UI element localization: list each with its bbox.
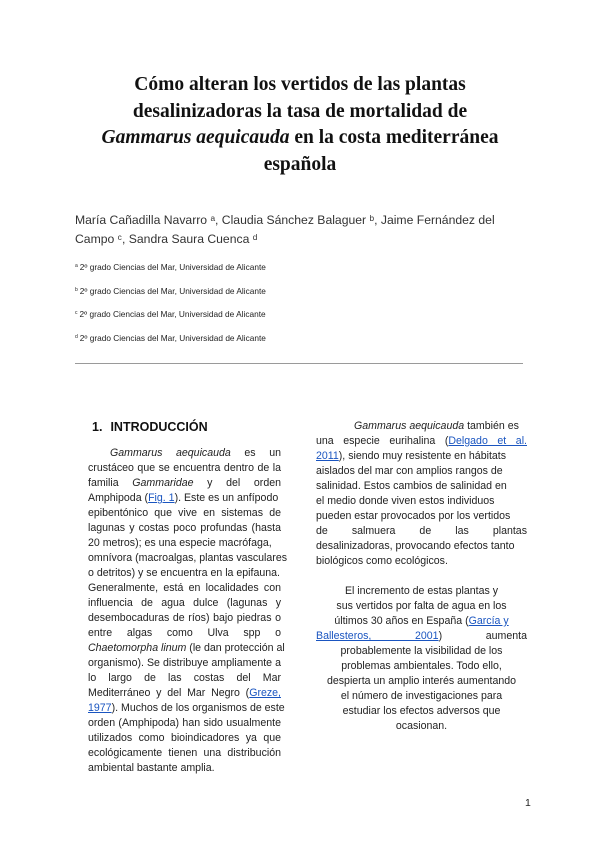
text-line: Mediterráneo y del Mar Negro (Greze,: [88, 687, 281, 699]
text-line: Amphipoda (Fig. 1). Este es un anfípodo: [88, 492, 279, 504]
text-line: ocasionan.: [395, 720, 448, 732]
citation-link[interactable]: 1977: [88, 702, 112, 714]
citation-link[interactable]: 2011: [316, 450, 339, 462]
text-line: omnívora (macroalgas, plantas vasculares: [88, 552, 288, 564]
text-line: salinidad. Estos cambios de salinidad en: [316, 480, 507, 492]
text-line: desalinizadoras, provocando efectos tanto: [316, 540, 515, 552]
text-line: utilizados como bioindicadores ya que: [88, 732, 281, 744]
text-line: influencia de agua dulce (lagunas y: [88, 597, 281, 609]
text-line: sus vertidos por falta de agua en los: [336, 600, 507, 612]
text-line: Ballesteros, 2001) aumenta: [316, 630, 527, 642]
horizontal-divider: [75, 363, 523, 364]
text-line: el número de investigaciones para: [340, 690, 503, 702]
text-line: despierta un amplio interés aumentando: [326, 675, 517, 687]
text-line: Gammarus aequicauda también es: [354, 420, 519, 432]
citation-link[interactable]: García y: [468, 615, 509, 627]
affiliation-a: $^a$ 2º grado Ciencias del Mar, Universidad de Alicante: [75, 262, 266, 272]
text-line: últimos 30 años en España (García y: [334, 615, 509, 627]
title-line: desalinizadoras la tasa de mortalidad de: [132, 100, 468, 122]
text-line: El incremento de estas plantas y: [344, 585, 499, 597]
text-line: una especie eurihalina (Delgado et al.: [316, 435, 527, 447]
author-list: [75, 211, 535, 249]
left-column: [88, 446, 288, 776]
text-line: desembocaduras de ríos) bajo piedras o: [88, 612, 281, 624]
text-line: Generalmente, está en localidades con: [88, 582, 281, 594]
text-line: epibentónico que vive en sistemas de: [88, 507, 281, 519]
citation-link[interactable]: Greze,: [249, 687, 281, 699]
citation-link[interactable]: Delgado et al.: [448, 435, 527, 447]
paper-title: [60, 72, 540, 178]
affiliation-d: $^d$ 2º grado Ciencias del Mar, Universidad de Alicante: [75, 333, 266, 343]
text-line: ambiental bastante amplia.: [88, 762, 215, 774]
right-column: [316, 419, 527, 734]
text-line: lagunas y costas poco profundas (hasta: [88, 522, 281, 534]
affiliation-b: $^b$ 2º grado Ciencias del Mar, Universidad de Alicante: [75, 286, 266, 296]
author-line: María Cañadilla Navarro ᵃ, Claudia Sánchez Balaguer ᵇ, Jaime Fernández del: [75, 213, 495, 227]
text-line: estudiar los efectos adversos que: [342, 705, 501, 717]
title-line: Gammarus aequicauda en la costa mediterránea: [101, 127, 499, 148]
text-line: familia Gammaridae y del orden: [88, 477, 282, 489]
text-line: el medio donde viven estos individuos: [316, 495, 495, 507]
text-line: aislados del mar con amplios rangos de: [316, 465, 503, 477]
text-line: probablemente la visibilidad de los: [340, 645, 503, 657]
text-line: pueden estar provocados por los vertidos: [316, 510, 511, 522]
citation-link[interactable]: Ballesteros, 2001: [316, 630, 439, 642]
text-line: de salmuera de las plantas: [316, 525, 527, 537]
title-line: española: [263, 153, 337, 175]
text-line: biológicos como ecológicos.: [316, 555, 448, 567]
text-line: crustáceo que se encuentra dentro de la: [88, 462, 281, 474]
title-line: Cómo alteran los vertidos de las plantas: [134, 74, 466, 95]
text-line: lo largo de las costas del Mar: [88, 672, 281, 684]
text-line: organismo). Se distribuye ampliamente a: [88, 657, 281, 669]
species-name: Gammarus aequicauda: [101, 127, 290, 148]
text-line: Chaetomorpha linum (le dan protección al: [88, 642, 285, 654]
text-line: entre algas como Ulva spp o: [88, 627, 281, 639]
text-line: ecológicamente tienen una distribución: [88, 747, 281, 759]
text-line: Gammarus aequicauda es un: [110, 447, 281, 459]
text-line: orden (Amphipoda) han sido usualmente: [88, 717, 281, 729]
page-number: 1: [525, 797, 531, 809]
text-line: problemas ambientales. Todo ello,: [341, 660, 502, 672]
section-heading: 1. INTRODUCCIÓN: [92, 420, 208, 434]
author-line: Campo ᶜ, Sandra Saura Cuenca ᵈ: [75, 232, 258, 246]
text-line: o detritos) y se encuentra en la epifauna.: [88, 567, 280, 579]
figure-link[interactable]: Fig. 1: [148, 492, 175, 504]
text-line: 2011), siendo muy resistente en hábitats: [316, 450, 507, 462]
affiliation-c: $^c$ 2º grado Ciencias del Mar, Universidad de Alicante: [75, 309, 266, 319]
text-line: 1977). Muchos de los organismos de este: [88, 702, 285, 714]
text-line: 20 metros); es una especie macrófaga,: [88, 537, 272, 549]
